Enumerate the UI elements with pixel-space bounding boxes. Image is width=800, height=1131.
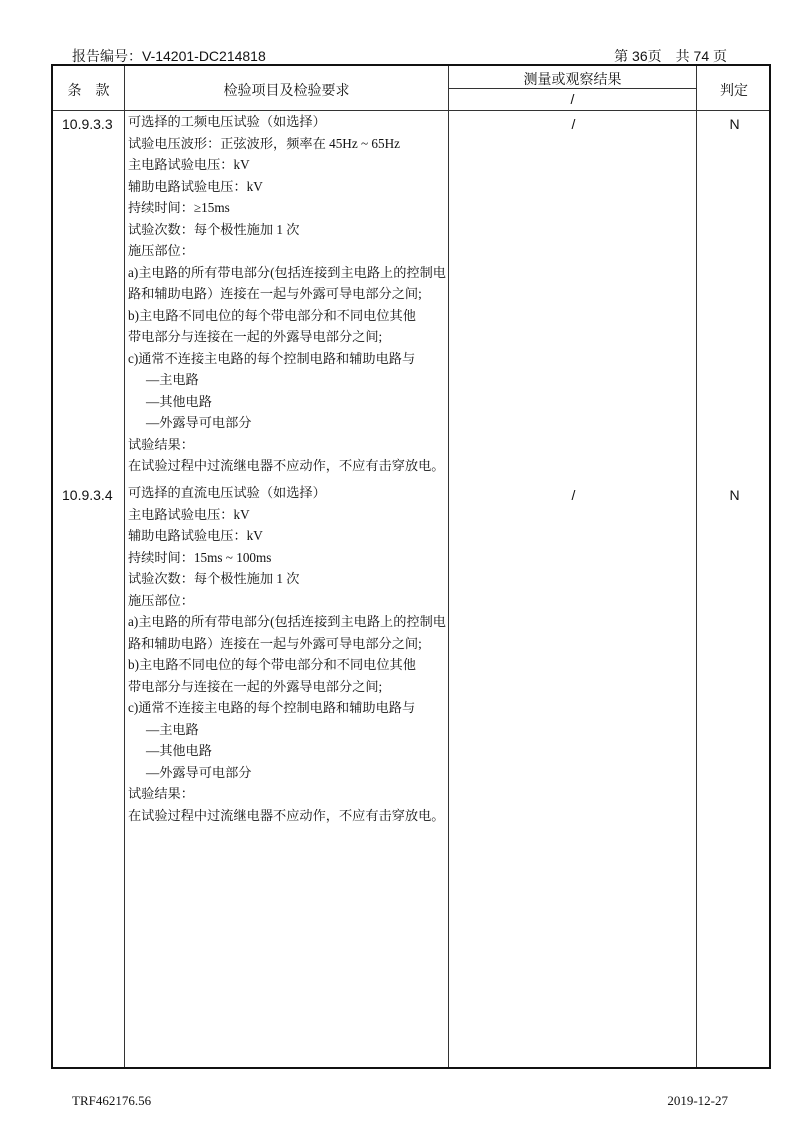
page-number: 第 36页 [614, 48, 662, 64]
req-line: 主电路试验电压：kV [128, 157, 250, 172]
verdict-value: N [729, 487, 740, 503]
req-line: 试验结果： [128, 436, 194, 452]
inspection-table [51, 64, 771, 1069]
footer-date: 2019-12-27 [667, 1093, 728, 1108]
col-header-clause: 条 款 [67, 82, 110, 98]
col-header-result-sub: / [570, 91, 575, 107]
req-line: 在试验过程中过流继电器不应动作，不应有击穿放电。 [128, 458, 445, 473]
page-indicator [614, 46, 727, 66]
req-line: —其他电路 [146, 393, 212, 409]
req-line: 带电部分与连接在一起的外露导电部分之间; [128, 678, 383, 694]
req-line: 试验电压波形：正弦波形，频率在 45Hz ~ 65Hz [128, 135, 400, 151]
clause-number: 10.9.3.4 [62, 487, 113, 503]
req-line: 施压部位： [128, 592, 194, 608]
req-line: —外露导可电部分 [146, 764, 252, 780]
report-number: 报告编号：V-14201-DC214818 [72, 48, 266, 64]
req-line: 试验次数：每个极性施加 1 次 [128, 221, 300, 237]
form-number: TRF462176.56 [72, 1093, 152, 1108]
clause-number: 10.9.3.3 [62, 116, 113, 132]
req-line: b)主电路不同电位的每个带电部分和不同电位其他 [128, 657, 416, 672]
req-line: 带电部分与连接在一起的外露导电部分之间; [128, 329, 383, 344]
req-line: b)主电路不同电位的每个带电部分和不同电位其他 [128, 307, 416, 323]
req-line: —主电路 [146, 372, 199, 387]
req-line: 辅助电路试验电压：kV [128, 528, 263, 543]
col-header-result: 测量或观察结果 [523, 71, 622, 87]
req-line: 施压部位： [128, 243, 194, 258]
page-total: 共 74 页 [675, 48, 727, 64]
req-line: 试验结果： [128, 786, 194, 801]
req-line: 在试验过程中过流继电器不应动作，不应有击穿放电。 [128, 807, 445, 823]
req-line: a)主电路的所有带电部分(包括连接到主电路上的控制电 [128, 264, 446, 280]
requirement-text [128, 111, 454, 477]
req-line: —其他电路 [146, 743, 212, 758]
req-line: a)主电路的所有带电部分(包括连接到主电路上的控制电 [128, 614, 446, 629]
req-line: c)通常不连接主电路的每个控制电路和辅助电路与 [128, 350, 416, 366]
divider [696, 66, 697, 1067]
req-line: 主电路试验电压：kV [128, 506, 250, 522]
req-line: 可选择的直流电压试验（如选择） [128, 485, 326, 500]
col-header-requirement: 检验项目及检验要求 [223, 82, 350, 98]
result-value: / [571, 487, 576, 503]
result-value: / [571, 116, 576, 132]
req-line: 持续时间：15ms ~ 100ms [128, 549, 272, 565]
req-line: 试验次数：每个极性施加 1 次 [128, 571, 300, 586]
req-line: 路和辅助电路）连接在一起与外露可导电部分之间; [128, 286, 422, 301]
req-line: 持续时间：≥15ms [128, 200, 230, 215]
req-line: —外露导可电部分 [146, 415, 252, 430]
verdict-value: N [729, 116, 740, 132]
requirement-text [128, 482, 454, 826]
req-line: 路和辅助电路）连接在一起与外露可导电部分之间; [128, 635, 422, 651]
col-header-verdict: 判定 [720, 82, 748, 98]
req-line: 可选择的工频电压试验（如选择） [128, 114, 326, 129]
divider [124, 66, 125, 1067]
req-line: —主电路 [146, 721, 199, 737]
req-line: c)通常不连接主电路的每个控制电路和辅助电路与 [128, 700, 416, 715]
req-line: 辅助电路试验电压：kV [128, 178, 263, 194]
